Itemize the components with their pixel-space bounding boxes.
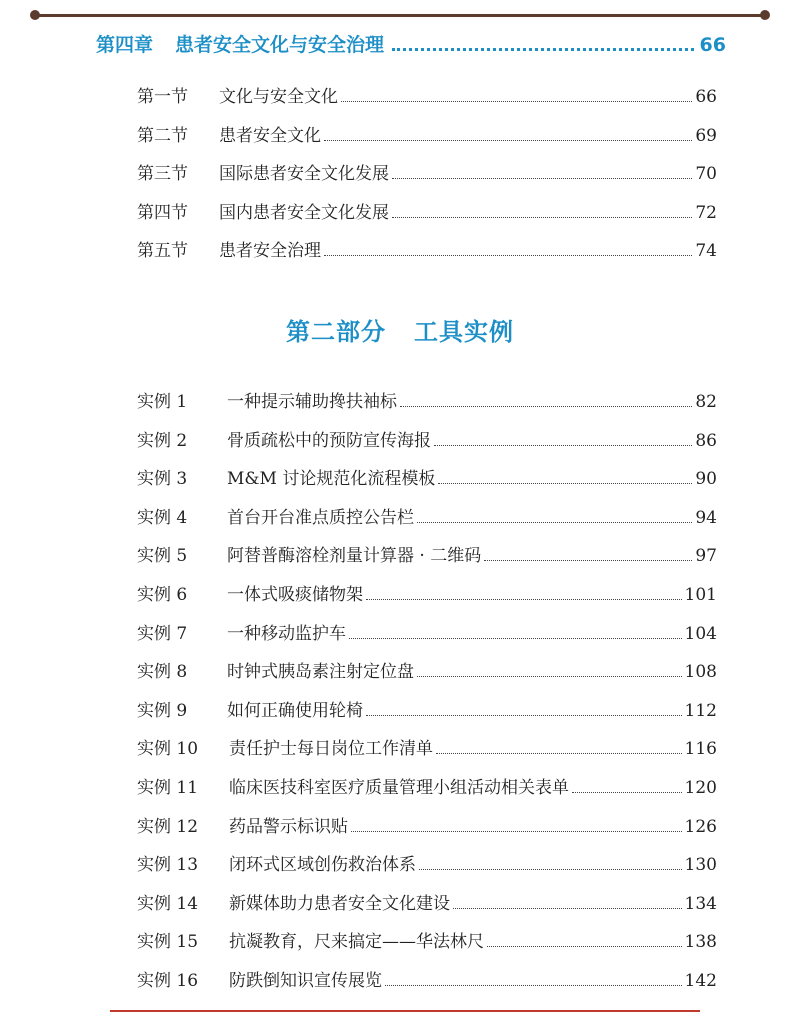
section-page: 74 [695, 241, 717, 261]
toc-section-row[interactable] [137, 198, 717, 237]
example-label: 实例 4 [137, 507, 188, 528]
toc-example-row[interactable] [137, 657, 717, 696]
part-number: 第二部分 [286, 318, 386, 346]
example-label: 实例 1 [137, 392, 188, 412]
part-title: 工具实例 [414, 318, 514, 346]
example-page: 86 [695, 430, 717, 451]
section-page: 66 [695, 87, 717, 107]
toc-example-row[interactable] [137, 850, 717, 889]
dot-leader [484, 560, 692, 561]
section-title: 患者安全文化 [219, 125, 321, 146]
toc-example-row[interactable] [137, 889, 717, 928]
chapter-title: 患者安全文化与安全治理 [175, 34, 385, 56]
section-list [137, 82, 717, 275]
dot-leader [392, 48, 694, 51]
example-page: 82 [695, 392, 717, 412]
example-page: 101 [684, 584, 717, 605]
example-page: 90 [695, 469, 717, 490]
toc-example-row[interactable] [137, 426, 717, 465]
example-label: 实例 7 [137, 623, 188, 644]
section-label: 第二节 [137, 125, 188, 146]
toc-example-row[interactable] [137, 619, 717, 658]
example-title: 防跌倒知识宣传展览 [229, 970, 382, 991]
example-page: 104 [684, 623, 717, 644]
example-title: M&M 讨论规范化流程模板 [227, 469, 436, 490]
toc-example-row[interactable] [137, 734, 717, 773]
toc-example-row[interactable] [137, 464, 717, 503]
example-title: 药品警示标识贴 [229, 816, 348, 837]
example-page: 130 [684, 855, 717, 876]
dot-leader [341, 101, 692, 102]
toc-section-row[interactable] [137, 159, 717, 198]
example-label: 实例 9 [137, 700, 188, 721]
example-label: 实例 8 [137, 662, 188, 683]
example-title: 临床医技科室医疗质量管理小组活动相关表单 [229, 777, 569, 798]
example-title: 闭环式区域创伤救治体系 [229, 855, 416, 876]
dot-leader [417, 676, 682, 677]
example-title: 一种移动监护车 [227, 623, 346, 644]
example-title: 一体式吸痰储物架 [227, 584, 363, 605]
dot-leader [419, 869, 682, 870]
toc-example-row[interactable] [137, 541, 717, 580]
example-list [137, 387, 717, 1005]
section-label: 第四节 [137, 202, 188, 223]
chapter-heading[interactable] [96, 30, 726, 57]
dot-leader [400, 406, 692, 407]
section-label: 第五节 [137, 241, 188, 261]
dot-leader [417, 522, 692, 523]
top-rule [36, 14, 764, 17]
dot-leader [487, 946, 682, 947]
example-label: 实例 13 [137, 855, 199, 876]
example-page: 126 [684, 816, 717, 837]
dot-leader [351, 831, 682, 832]
toc-section-row[interactable] [137, 82, 717, 121]
example-page: 94 [695, 507, 717, 528]
example-page: 116 [684, 739, 717, 760]
bottom-rule [110, 1010, 700, 1012]
dot-leader [385, 985, 682, 986]
example-page: 97 [695, 546, 717, 567]
example-label: 实例 3 [137, 469, 188, 490]
dot-leader [324, 255, 692, 256]
dot-leader [572, 792, 682, 793]
example-page: 138 [684, 932, 717, 953]
example-title: 一种提示辅助搀扶袖标 [227, 392, 397, 412]
example-page: 120 [684, 777, 717, 798]
toc-example-row[interactable] [137, 773, 717, 812]
section-title: 患者安全治理 [219, 241, 321, 261]
toc-example-row[interactable] [137, 503, 717, 542]
example-label: 实例 2 [137, 430, 188, 451]
example-title: 如何正确使用轮椅 [227, 700, 363, 721]
toc-example-row[interactable] [137, 966, 717, 1005]
toc-example-row[interactable] [137, 387, 717, 426]
example-page: 108 [684, 662, 717, 683]
section-title: 国际患者安全文化发展 [219, 164, 389, 184]
dot-leader [392, 217, 692, 218]
example-label: 实例 11 [137, 777, 199, 798]
toc-section-row[interactable] [137, 236, 717, 275]
example-title: 骨质疏松中的预防宣传海报 [227, 430, 431, 451]
dot-leader [434, 445, 692, 446]
dot-leader [324, 140, 692, 141]
example-label: 实例 6 [137, 584, 188, 605]
example-page: 142 [684, 970, 717, 991]
section-label: 第一节 [137, 87, 188, 107]
toc-example-row[interactable] [137, 812, 717, 851]
toc-example-row[interactable] [137, 696, 717, 735]
dot-leader [392, 178, 692, 179]
example-page: 112 [684, 700, 717, 721]
example-title: 首台开台准点质控公告栏 [227, 507, 414, 528]
toc-example-row[interactable] [137, 580, 717, 619]
section-title: 国内患者安全文化发展 [219, 202, 389, 223]
dot-leader [366, 599, 682, 600]
toc-section-row[interactable] [137, 121, 717, 160]
dot-leader [436, 753, 682, 754]
example-title: 责任护士每日岗位工作清单 [229, 739, 433, 760]
section-title: 文化与安全文化 [219, 87, 338, 107]
example-title: 阿替普酶溶栓剂量计算器 · 二维码 [227, 546, 482, 567]
example-label: 实例 16 [137, 970, 199, 991]
dot-leader [366, 715, 682, 716]
example-title: 新媒体助力患者安全文化建设 [229, 893, 450, 914]
example-label: 实例 14 [137, 893, 199, 914]
example-title: 时钟式胰岛素注射定位盘 [227, 662, 414, 683]
dot-leader [453, 908, 682, 909]
toc-example-row[interactable] [137, 927, 717, 966]
example-title: 抗凝教育，尺来搞定——华法林尺 [229, 932, 484, 953]
section-page: 72 [695, 202, 717, 223]
example-label: 实例 5 [137, 546, 188, 567]
dot-leader [438, 483, 692, 484]
section-page: 70 [695, 164, 717, 184]
chapter-number: 第四章 [96, 34, 154, 56]
section-label: 第三节 [137, 164, 188, 184]
example-page: 134 [684, 893, 717, 914]
example-label: 实例 10 [137, 739, 199, 760]
dot-leader [349, 638, 682, 639]
example-label: 实例 15 [137, 932, 199, 953]
example-label: 实例 12 [137, 816, 199, 837]
section-page: 69 [695, 125, 717, 146]
part-heading [0, 312, 800, 347]
chapter-page: 66 [699, 34, 726, 56]
